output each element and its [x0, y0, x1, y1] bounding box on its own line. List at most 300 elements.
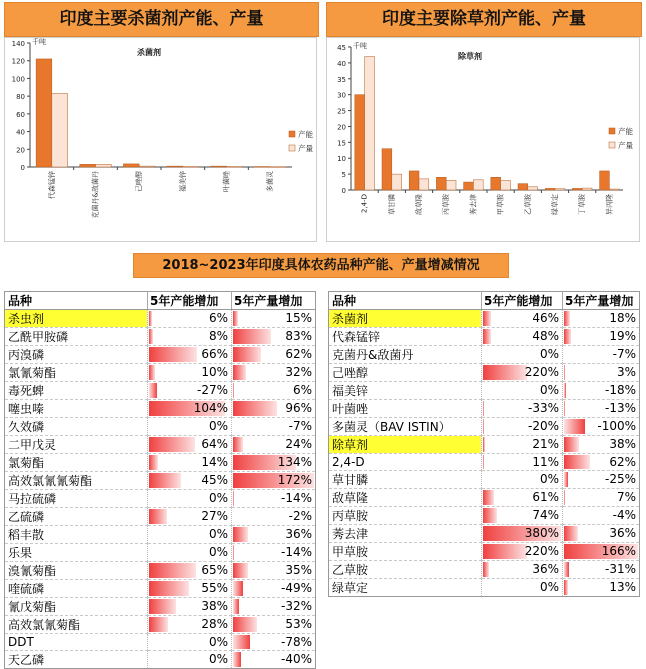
data-bar	[564, 455, 590, 469]
data-bar	[233, 365, 246, 380]
percent-value: 35%	[285, 562, 312, 578]
percent-value: 7%	[617, 489, 636, 505]
x-tick-label: 敌草隆	[414, 194, 423, 215]
y-tick-label: 20	[16, 146, 25, 154]
header-capacity: 5年产能增加	[482, 292, 563, 310]
variety-name: 代森锰锌	[329, 328, 482, 346]
capacity-change-cell	[482, 454, 563, 471]
output-change-cell	[563, 561, 640, 579]
y-tick-label: 80	[16, 93, 25, 101]
output-change-cell	[232, 598, 316, 616]
percent-value: 48%	[532, 328, 559, 344]
category-name: 杀菌剂	[329, 310, 482, 328]
percent-value: 46%	[532, 310, 559, 326]
capacity-change-cell	[482, 364, 563, 382]
output-change-cell	[563, 400, 640, 418]
table-row	[5, 634, 316, 651]
table-row	[5, 562, 316, 580]
category-name: 除草剂	[329, 436, 482, 454]
output-change-cell	[563, 436, 640, 454]
y-tick-label: 20	[337, 123, 346, 131]
capacity-change-cell	[148, 364, 232, 382]
x-tick-label: 己唑醇	[134, 171, 143, 192]
data-bar	[233, 347, 261, 362]
data-bar	[483, 490, 494, 505]
percent-value: 3%	[617, 364, 636, 380]
variety-name: 甲草胺	[329, 543, 482, 561]
output-change-cell	[232, 544, 316, 562]
percent-value: 0%	[540, 346, 559, 362]
bar-output	[52, 93, 68, 167]
bar-output	[446, 180, 456, 190]
variety-name: 马拉硫磷	[5, 490, 148, 508]
output-change-cell	[232, 526, 316, 544]
y-tick-label: 15	[337, 139, 346, 147]
percent-value: 6%	[209, 310, 228, 326]
table-row	[329, 382, 640, 400]
y-tick-label: 60	[16, 111, 25, 119]
percent-value: 0%	[540, 579, 559, 595]
data-bar	[564, 419, 585, 434]
capacity-change-cell	[482, 579, 563, 597]
x-tick-label: 异丙隆	[604, 194, 613, 215]
data-bar	[564, 383, 566, 398]
bar-capacity	[80, 164, 96, 167]
table-row	[329, 418, 640, 436]
capacity-change-cell	[148, 418, 232, 436]
y-tick-label: 100	[12, 75, 25, 83]
category-row	[5, 310, 316, 328]
variety-name: 多菌灵（BAV ISTIN）	[329, 418, 482, 436]
category-name: 杀虫剂	[5, 310, 148, 328]
data-bar	[483, 455, 484, 469]
x-tick-label: 甲草胺	[496, 193, 505, 215]
table-row	[5, 364, 316, 382]
bar-capacity	[464, 182, 474, 190]
data-bar	[483, 437, 485, 452]
table-row	[5, 616, 316, 634]
unit-label: 千吨	[32, 37, 46, 46]
x-tick-label: 绿草定	[550, 194, 559, 215]
data-bar	[564, 490, 565, 505]
percent-value: 55%	[201, 580, 228, 596]
bar-output	[473, 180, 483, 190]
output-change-cell	[563, 507, 640, 525]
x-tick-label: 代森锰锌	[47, 171, 56, 199]
percent-value: 38%	[609, 436, 636, 452]
output-change-cell	[563, 310, 640, 328]
data-bar	[233, 599, 239, 614]
data-bar	[233, 527, 248, 542]
percent-value: 0%	[209, 526, 228, 542]
unit-label: 千吨	[353, 41, 367, 50]
legend-swatch	[289, 131, 295, 137]
data-bar	[564, 580, 568, 595]
capacity-change-cell	[148, 346, 232, 364]
output-change-cell	[232, 616, 316, 634]
percent-value: 64%	[201, 436, 228, 452]
percent-value: -31%	[605, 561, 636, 577]
data-bar	[564, 365, 565, 380]
x-tick-label: 福美锌	[178, 171, 187, 192]
bar-output	[582, 188, 592, 190]
percent-value: 61%	[532, 489, 559, 505]
table-row	[329, 328, 640, 346]
percent-value: -18%	[605, 382, 636, 398]
data-bar	[483, 365, 527, 380]
percent-value: 10%	[201, 364, 228, 380]
capacity-change-cell	[482, 436, 563, 454]
output-change-cell	[563, 489, 640, 507]
percent-value: 11%	[532, 454, 559, 470]
table-row	[5, 580, 316, 598]
x-tick-label: 多菌灵	[265, 171, 274, 192]
capacity-change-cell	[148, 328, 232, 346]
y-tick-label: 35	[337, 76, 346, 84]
percent-value: 24%	[285, 436, 312, 452]
output-change-cell	[232, 580, 316, 598]
output-change-cell	[232, 562, 316, 580]
percent-value: 38%	[201, 598, 228, 614]
variety-name: 绿草定	[329, 579, 482, 597]
x-tick-label: 丙草胺	[441, 193, 450, 215]
percent-value: 8%	[209, 328, 228, 344]
x-tick-label: 莠去津	[468, 194, 477, 215]
output-change-cell	[232, 346, 316, 364]
percent-value: 15%	[285, 310, 312, 326]
percent-value: 83%	[285, 328, 312, 344]
data-bar	[483, 544, 527, 559]
bar-capacity	[123, 164, 139, 167]
variety-name: 久效磷	[5, 418, 148, 436]
data-bar	[149, 455, 158, 470]
table-row	[5, 472, 316, 490]
output-change-cell	[563, 382, 640, 400]
x-tick-label: 2,4-D	[361, 194, 369, 213]
variety-name: DDT	[5, 634, 148, 651]
variety-name: 氯菊酯	[5, 454, 148, 472]
percent-value: 172%	[278, 472, 312, 488]
output-change-cell	[232, 400, 316, 418]
bar-capacity	[491, 177, 501, 190]
percent-value: 220%	[525, 364, 559, 380]
percent-value: -40%	[281, 651, 312, 667]
bar-capacity	[254, 167, 270, 168]
percent-value: -78%	[281, 634, 312, 650]
data-bar	[564, 472, 568, 487]
bar-output	[501, 180, 511, 190]
variety-name: 高效氯氰氰菊酯	[5, 472, 148, 490]
table-row	[329, 364, 640, 382]
bar-capacity	[167, 166, 183, 167]
output-change-cell	[563, 525, 640, 543]
percent-value: -7%	[289, 418, 312, 434]
table-row	[5, 346, 316, 364]
data-bar	[233, 635, 250, 649]
capacity-change-cell	[148, 651, 232, 669]
legend-label: 产能	[618, 126, 633, 136]
capacity-change-cell	[148, 598, 232, 616]
data-bar	[483, 311, 491, 326]
data-bar	[233, 329, 271, 344]
output-change-cell	[563, 543, 640, 561]
data-bar	[564, 329, 571, 344]
header-variety: 品种	[329, 292, 482, 310]
data-bar	[233, 383, 234, 398]
capacity-change-cell	[148, 436, 232, 454]
table-row	[5, 490, 316, 508]
table-row	[329, 579, 640, 597]
variety-name: 己唑醇	[329, 364, 482, 382]
capacity-change-cell	[482, 525, 563, 543]
header-capacity: 5年产能增加	[148, 292, 232, 310]
variety-name: 叶菌唑	[329, 400, 482, 418]
capacity-change-cell	[148, 526, 232, 544]
capacity-change-cell	[482, 507, 563, 525]
output-change-cell	[232, 310, 316, 328]
variety-name: 氯氰菊酯	[5, 364, 148, 382]
y-tick-label: 5	[342, 171, 346, 179]
table-row	[329, 471, 640, 489]
data-bar	[233, 652, 241, 667]
output-change-cell	[232, 508, 316, 526]
x-tick-label: 叶菌唑	[222, 170, 231, 192]
insecticide-table	[4, 291, 316, 669]
variety-name: 克菌丹&敌菌丹	[329, 346, 482, 364]
header-variety: 品种	[5, 292, 148, 310]
output-change-cell	[232, 490, 316, 508]
y-tick-label: 140	[12, 40, 25, 48]
percent-value: 19%	[609, 328, 636, 344]
data-bar	[564, 437, 579, 452]
capacity-change-cell	[148, 544, 232, 562]
variety-name: 草甘膦	[329, 471, 482, 489]
percent-value: -7%	[613, 346, 636, 362]
variety-name: 莠去津	[329, 525, 482, 543]
y-tick-label: 40	[337, 60, 346, 68]
variety-name: 毒死蜱	[5, 382, 148, 400]
output-change-cell	[563, 418, 640, 436]
bar-capacity	[518, 184, 528, 190]
table-row	[5, 436, 316, 454]
table-row	[5, 508, 316, 526]
y-tick-label: 40	[16, 129, 25, 137]
variety-name: 二甲戊灵	[5, 436, 148, 454]
table-row	[329, 543, 640, 561]
output-change-cell	[232, 454, 316, 472]
capacity-change-cell	[148, 454, 232, 472]
output-change-cell	[563, 346, 640, 364]
data-bar	[149, 581, 189, 596]
fungicide-banner: 印度主要杀菌剂产能、产量	[4, 2, 319, 37]
percent-value: -27%	[197, 382, 228, 398]
percent-value: 166%	[602, 543, 636, 559]
data-bar	[233, 437, 243, 452]
legend-swatch	[289, 145, 295, 151]
x-tick-label: 乙草胺	[523, 193, 532, 215]
variety-name: 噻虫嗪	[5, 400, 148, 418]
chart-title: 除草剂	[458, 51, 482, 61]
capacity-change-cell	[482, 400, 563, 418]
variety-name: 溴氰菊酯	[5, 562, 148, 580]
percent-value: -25%	[605, 471, 636, 487]
output-change-cell	[232, 634, 316, 651]
variety-name: 氰戊菊酯	[5, 598, 148, 616]
data-bar	[149, 599, 176, 614]
data-bar	[149, 383, 157, 398]
chart-title: 杀菌剂	[137, 47, 161, 57]
percent-value: 220%	[525, 543, 559, 559]
bar-capacity	[436, 177, 446, 190]
percent-value: 0%	[540, 471, 559, 487]
percent-value: 6%	[293, 382, 312, 398]
capacity-change-cell	[148, 634, 232, 651]
percent-value: 65%	[201, 562, 228, 578]
percent-value: 36%	[609, 525, 636, 541]
capacity-change-cell	[148, 490, 232, 508]
bar-output	[227, 167, 243, 168]
capacity-change-cell	[148, 310, 232, 328]
percent-value: 45%	[201, 472, 228, 488]
percent-value: 0%	[209, 544, 228, 560]
percent-value: 0%	[209, 490, 228, 506]
capacity-change-cell	[148, 616, 232, 634]
table-row	[5, 651, 316, 669]
bar-output	[183, 167, 199, 168]
percent-value: -13%	[605, 400, 636, 416]
bar-output	[419, 179, 429, 190]
bar-output	[365, 57, 375, 190]
bar-output	[609, 189, 619, 190]
percent-value: -14%	[281, 544, 312, 560]
variety-name: 敌草隆	[329, 489, 482, 507]
output-change-cell	[232, 418, 316, 436]
legend-label: 产量	[298, 143, 313, 153]
bar-capacity	[409, 171, 419, 190]
percent-value: 74%	[532, 507, 559, 523]
data-bar	[564, 562, 569, 577]
bar-output	[528, 187, 538, 190]
capacity-change-cell	[482, 543, 563, 561]
legend-swatch	[609, 128, 615, 134]
header-output: 5年产量增加	[232, 292, 316, 310]
table-row	[329, 346, 640, 364]
category-row	[329, 310, 640, 328]
header-output: 5年产量增加	[563, 292, 640, 310]
data-bar	[564, 401, 565, 416]
capacity-change-cell	[482, 382, 563, 400]
table-row	[329, 507, 640, 525]
variety-name: 乙草胺	[329, 561, 482, 579]
percent-value: 0%	[540, 382, 559, 398]
percent-value: 21%	[532, 436, 559, 452]
bar-capacity	[545, 188, 555, 190]
table-title-banner: 2018~2023年印度具体农药品种产能、产量增减情况	[133, 253, 509, 278]
legend-label: 产量	[618, 140, 633, 150]
herbicide-banner: 印度主要除草剂产能、产量	[326, 2, 642, 37]
variety-name: 2,4-D	[329, 454, 482, 471]
percent-value: -49%	[281, 580, 312, 596]
table-row	[329, 489, 640, 507]
capacity-change-cell	[148, 472, 232, 490]
y-tick-label: 10	[337, 155, 346, 163]
data-bar	[233, 311, 238, 326]
output-change-cell	[232, 436, 316, 454]
percent-value: 0%	[209, 651, 228, 667]
x-tick-label: 丁草胺	[577, 193, 586, 215]
table-row	[5, 400, 316, 418]
table-row	[329, 454, 640, 471]
variety-name: 乙酰甲胺磷	[5, 328, 148, 346]
capacity-change-cell	[482, 328, 563, 346]
bar-capacity	[572, 188, 582, 190]
percent-value: 66%	[201, 346, 228, 362]
percent-value: 104%	[194, 400, 228, 416]
table-row	[5, 328, 316, 346]
output-change-cell	[232, 651, 316, 669]
data-bar	[149, 365, 155, 380]
capacity-change-cell	[148, 562, 232, 580]
variety-name: 高效氯氰菊酯	[5, 616, 148, 634]
data-bar	[564, 311, 570, 326]
x-tick-label: 克菌丹&敌菌丹	[91, 171, 100, 218]
table-row	[329, 561, 640, 579]
capacity-change-cell	[148, 580, 232, 598]
data-bar	[149, 473, 181, 488]
y-tick-label: 0	[342, 187, 346, 195]
bar-output	[270, 167, 286, 168]
bar-output	[139, 166, 155, 167]
data-bar	[149, 563, 196, 578]
bar-capacity	[382, 149, 392, 190]
capacity-change-cell	[482, 471, 563, 489]
y-tick-label: 25	[337, 108, 346, 116]
table-row	[329, 525, 640, 543]
data-bar	[149, 509, 167, 524]
percent-value: 134%	[278, 454, 312, 470]
percent-value: 0%	[209, 634, 228, 650]
output-change-cell	[563, 454, 640, 471]
data-bar	[233, 563, 248, 578]
output-change-cell	[232, 472, 316, 490]
fungicide-herbicide-table	[328, 291, 640, 597]
output-change-cell	[563, 579, 640, 597]
data-bar	[233, 401, 277, 416]
data-bar	[149, 347, 197, 362]
y-tick-label: 120	[12, 58, 25, 66]
variety-name: 乐果	[5, 544, 148, 562]
category-row	[329, 436, 640, 454]
variety-name: 丙草胺	[329, 507, 482, 525]
variety-name: 丙溴磷	[5, 346, 148, 364]
percent-value: -20%	[528, 418, 559, 434]
percent-value: -2%	[289, 508, 312, 524]
y-tick-label: 0	[21, 164, 25, 172]
capacity-change-cell	[482, 310, 563, 328]
output-change-cell	[563, 471, 640, 489]
percent-value: 53%	[285, 616, 312, 632]
bar-capacity	[600, 171, 610, 190]
data-bar	[149, 329, 153, 344]
table-row	[5, 544, 316, 562]
data-bar	[483, 329, 491, 344]
percent-value: -14%	[281, 490, 312, 506]
data-bar	[483, 562, 489, 577]
table-row	[5, 598, 316, 616]
output-change-cell	[232, 382, 316, 400]
percent-value: 18%	[609, 310, 636, 326]
bar-capacity	[36, 59, 52, 167]
